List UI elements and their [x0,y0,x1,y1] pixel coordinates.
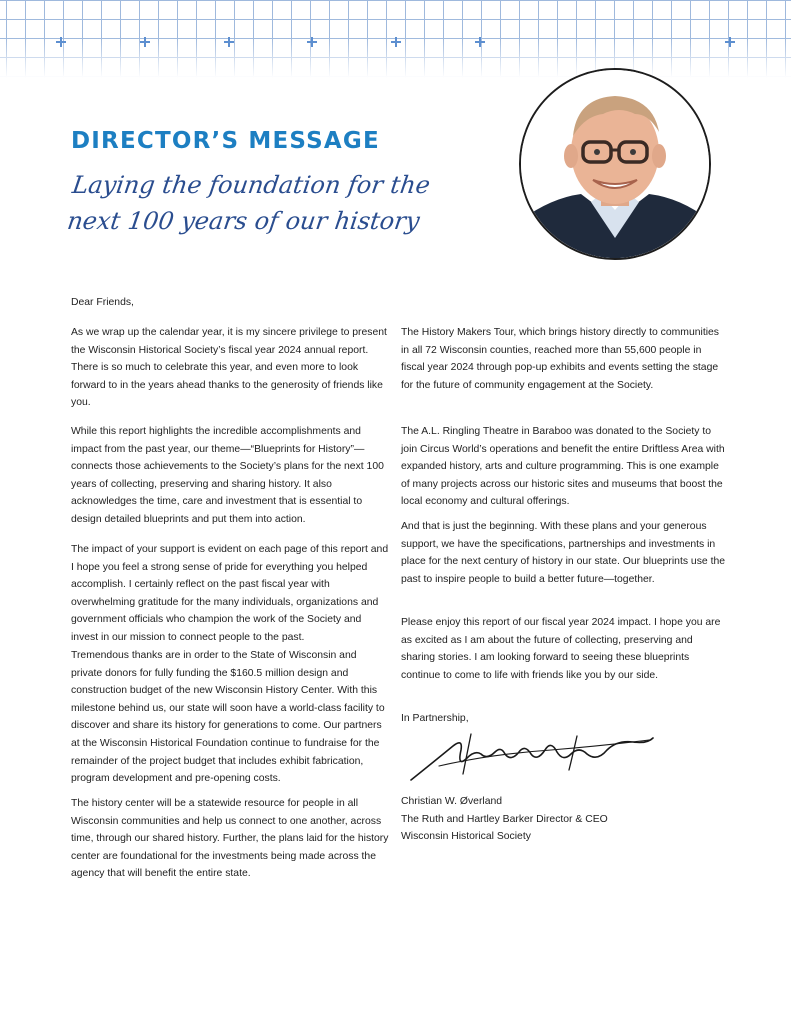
grid-plus-icon [391,37,401,47]
director-portrait [519,68,711,260]
grid-plus-icon [140,37,150,47]
letter-paragraph: Tremendous thanks are in order to the State of Wisconsin and private donors for fully funding the $160.5 million design and construction budget of the new Wisconsin History Center. With this milestone behind us, our state will soon have a world-class facility to discover and share its history for generations to come. Our partners at the Wisconsin Historical Foundation continue to fundraise for the remainder of the project budget that includes exhibit fabrication, program development and pre-opening costs. [71,650,385,785]
grid-plus-icon [725,37,735,47]
signer-organization: Wisconsin Historical Society [401,831,531,843]
letter-paragraph: The impact of your support is evident on each page of this report and I hope you feel a strong sense of pride for everything you helped accomplish. I certainly reflect on the past fiscal year with overwhelming gratitude for the many individuals, organizations and government officials who champion the work of the Society and invest in our mission to connect people to the past. [71,544,389,643]
letter-paragraph: As we wrap up the calendar year, it is my sincere privilege to present the Wisconsin Historical Society’s fiscal year 2024 annual report. There is so much to celebrate this year, and even more to look forward to in the years ahead thanks to the generosity of friends like you. [71,327,387,409]
letter-paragraph: The A.L. Ringling Theatre in Baraboo was donated to the Society to join Circus World’s operations and benefit the entire Driftless Area with expanded history, arts and culture programming. This is one example of many projects across our historic sites and museums that boost the local economy and cultural offerings. [401,426,725,508]
letter-paragraph: And that is just the beginning. With these plans and your generous support, we have the specifications, partnerships and investments in place for the next century of history in our state. Our blueprints use the past to inspire people to build a better future—together. [401,521,726,585]
signer-title: The Ruth and Hartley Barker Director & CEO [401,813,608,825]
director-portrait-icon [521,70,709,258]
grid-plus-icon [224,37,234,47]
signature-block [401,793,608,846]
grid-plus-icon [475,37,485,47]
grid-plus-icon [307,37,317,47]
letter-greeting: Dear Friends, [71,297,134,308]
letter-paragraph: The history center will be a statewide resource for people in all Wisconsin communities and help us connect to one another, across time, through our shared history. Further, the plans laid for the history center are foundational for the investments being made across the agency that will benefit the entire state. [71,798,389,880]
letter-closing: In Partnership, [401,713,469,724]
page-subtitle: Laying the foundation for the next 100 years of our history [65,171,432,235]
page-title: DIRECTOR’S MESSAGE [71,128,380,154]
letter-paragraph: While this report highlights the incredible accomplishments and impact from the past year, our theme—“Blueprints for History”—connects those achievements to the Society’s plans for the next 100 years of collecting, preserving and sharing history. It also acknowledges the time, care and investment that is essential to design detailed blueprints and put them into action. [71,426,384,525]
grid-plus-icon [56,37,66,47]
signer-name: Christian W. Øverland [401,796,503,807]
signature [401,724,661,788]
letter-paragraph: The History Makers Tour, which brings history directly to communities in all 72 Wisconsin counties, reached more than 55,600 people in fiscal year 2024 through pop-up exhibits and events setting the stage for the future of community engagement at the Society. [401,327,719,391]
letter-paragraph: Please enjoy this report of our fiscal year 2024 impact. I hope you are as excited as I am about the future of collecting, preserving and sharing stories. I am looking forward to seeing these blueprints continue to come to life with friends like you by our side. [401,617,721,681]
